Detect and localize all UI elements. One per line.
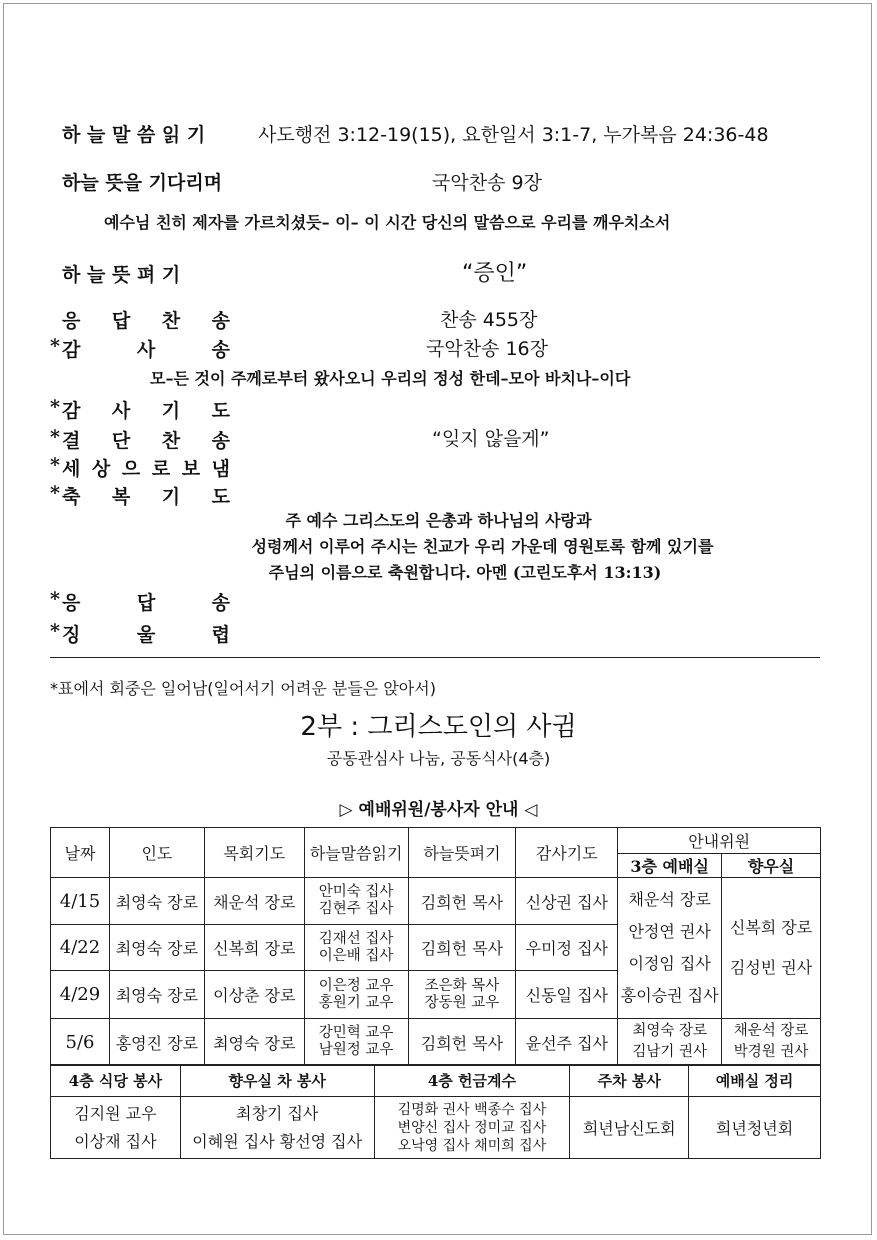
header-sermon: 하늘뜻펴기 — [408, 828, 516, 878]
reading-cell: 이은정 교우 홍원기 교우 — [304, 971, 408, 1019]
header-offering: 4층 헌금계수 — [374, 1065, 570, 1097]
thanks-cell: 윤선주 집사 — [516, 1019, 618, 1066]
order-label: 하 늘 뜻 펴 기 — [62, 264, 181, 286]
order-label: 감 사 기 도 — [62, 400, 230, 422]
header-cleanup: 예배실 정리 — [689, 1065, 821, 1097]
benediction-line: 성령께서 이루어 주시는 친교가 우리 가운데 영원토록 함께 있기를 — [251, 537, 714, 556]
sermon-cell: 김희헌 목사 — [408, 925, 516, 971]
header-tea: 향우실 차 봉사 — [180, 1065, 374, 1097]
reading-cell: 안미숙 집사 김현주 집사 — [304, 878, 408, 925]
table-row — [51, 1097, 821, 1159]
roster-table — [50, 827, 821, 1066]
header-ushers-lounge: 향우실 — [722, 854, 821, 878]
lead-cell: 최영숙 장로 — [109, 925, 204, 971]
ushers-lounge-cell: 채운석 장로 박경원 권사 — [722, 1019, 821, 1066]
star-mark: * — [50, 426, 60, 448]
roster-heading: ▷ 예배위원/봉사자 안내 ◁ — [339, 800, 538, 820]
table-row — [51, 878, 821, 925]
order-label: 축 복 기 도 — [62, 486, 230, 508]
hymn-lyric: 예수님 친히 제자를 가르치셨듯– 이– 이 시간 당신의 말씀으로 우리를 깨우치소서 — [104, 213, 671, 232]
date-cell: 5/6 — [51, 1019, 110, 1066]
lead-cell: 최영숙 장로 — [109, 971, 204, 1019]
order-label: 응 답 송 — [62, 592, 230, 614]
reading-cell: 김재선 집사 이은배 집사 — [304, 925, 408, 971]
parking-cell: 희년남신도회 — [570, 1097, 689, 1159]
footnote: *표에서 회중은 일어남(일어서기 어려운 분들은 앉아서) — [50, 679, 436, 698]
service-table — [50, 1064, 821, 1159]
date-cell: 4/29 — [51, 971, 110, 1019]
thanks-cell: 우미정 집사 — [516, 925, 618, 971]
star-mark: * — [50, 396, 60, 418]
order-label: 세 상 으 로 보 냄 — [62, 458, 230, 480]
header-ushers: 안내위원 — [618, 828, 821, 854]
star-mark: * — [50, 454, 60, 476]
sermon-cell: 조은화 목사 장동원 교우 — [408, 971, 516, 1019]
hymn-number: 찬송 455장 — [440, 309, 538, 331]
date-cell: 4/22 — [51, 925, 110, 971]
order-label: 결 단 찬 송 — [62, 430, 230, 452]
order-label: 하늘 뜻을 기다리며 — [62, 172, 223, 194]
table-row — [51, 1019, 821, 1066]
hymn-title: “잊지 않을게” — [432, 428, 550, 450]
ushers-3f-cell: 최영숙 장로 김남기 권사 — [618, 1019, 722, 1066]
hymn-number: 국악찬송 9장 — [432, 172, 542, 194]
part2-title: 2부 : 그리스도인의 사귐 — [300, 712, 577, 742]
lead-cell: 최영숙 장로 — [109, 878, 204, 925]
sermon-cell: 김희헌 목사 — [408, 878, 516, 925]
ushers-lounge-cell: 신복희 장로 김성빈 권사 — [722, 878, 821, 1019]
prayer-cell: 이상춘 장로 — [204, 971, 304, 1019]
header-lead: 인도 — [109, 828, 204, 878]
order-label: 하 늘 말 씀 읽 기 — [62, 124, 206, 146]
star-mark: * — [50, 482, 60, 504]
tea-cell: 최창기 집사 이혜원 집사 황선영 집사 — [180, 1097, 374, 1159]
benediction-line: 주님의 이름으로 축원합니다. 아멘 (고린도후서 13:13) — [268, 563, 662, 582]
reading-cell: 강민혁 교우 남원정 교우 — [304, 1019, 408, 1066]
header-parking: 주차 봉사 — [570, 1065, 689, 1097]
sermon-title: “증인” — [462, 261, 528, 286]
divider — [50, 657, 820, 658]
date-cell: 4/15 — [51, 878, 110, 925]
cleanup-cell: 희년청년회 — [689, 1097, 821, 1159]
offering-cell: 김명화 권사 백종수 집사 변양신 집사 정미교 집사 오낙영 집사 채미희 집사 — [374, 1097, 570, 1159]
order-label: 징 울 렵 — [62, 624, 230, 646]
hymn-lyric: 모–든 것이 주께로부터 왔사오니 우리의 정성 한데–모아 바치나–이다 — [150, 369, 631, 388]
benediction-line: 주 예수 그리스도의 은총과 하나님의 사랑과 — [285, 511, 592, 530]
part2-subtitle: 공동관심사 나눔, 공동식사(4층) — [326, 749, 551, 768]
order-label: 응 답 찬 송 — [62, 310, 230, 332]
thanks-cell: 신동일 집사 — [516, 971, 618, 1019]
hymn-number: 국악찬송 16장 — [426, 338, 548, 360]
prayer-cell: 신복희 장로 — [204, 925, 304, 971]
header-reading: 하늘말씀읽기 — [304, 828, 408, 878]
scripture-readings: 사도행전 3:12-19(15), 요한일서 3:1-7, 누가복음 24:36-48 — [258, 124, 769, 146]
header-prayer: 목회기도 — [204, 828, 304, 878]
lead-cell: 홍영진 장로 — [109, 1019, 204, 1066]
sermon-cell: 김희헌 목사 — [408, 1019, 516, 1066]
star-mark: * — [50, 588, 60, 610]
thanks-cell: 신상권 집사 — [516, 878, 618, 925]
header-thanks: 감사기도 — [516, 828, 618, 878]
dining-cell: 김지원 교우 이상재 집사 — [51, 1097, 181, 1159]
prayer-cell: 최영숙 장로 — [204, 1019, 304, 1066]
prayer-cell: 채운석 장로 — [204, 878, 304, 925]
header-dining: 4층 식당 봉사 — [51, 1065, 181, 1097]
star-mark: * — [50, 620, 60, 642]
ushers-3f-cell: 채운석 장로 안정연 권사 이정임 집사 홍이승권 집사 — [618, 878, 722, 1019]
star-mark: * — [50, 335, 60, 357]
order-label: 감 사 송 — [62, 339, 230, 361]
header-date: 날짜 — [51, 828, 110, 878]
header-ushers-3f: 3층 예배실 — [618, 854, 722, 878]
